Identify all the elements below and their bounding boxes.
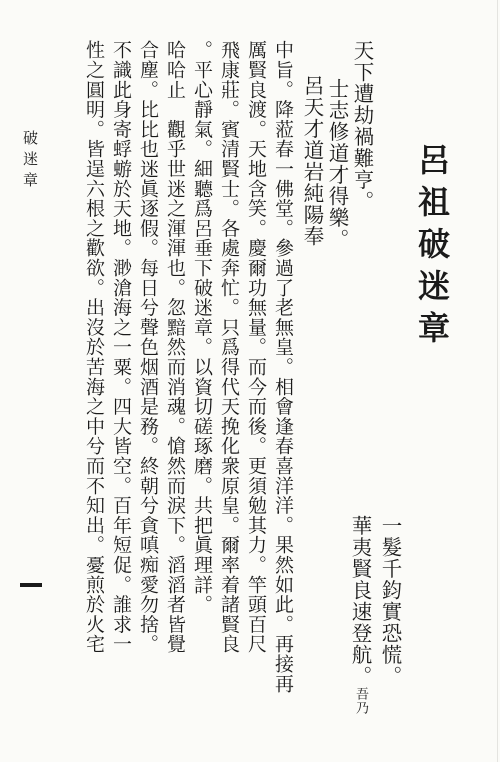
body-column-5: 哈哈止 觀乎世迷之渾渾也。忽黯然而消魂。愴然而淚下。滔滔者皆覺	[164, 40, 186, 654]
verse-line-5-note: 吾乃	[353, 687, 368, 715]
body-column-2: 厲賢良渡。天地含笑。慶爾功無量。而今而後。更須勉其力。竿頭百尺	[245, 40, 267, 654]
body-column-4: 。平心靜氣。細聽爲呂垂下破迷章。以資切磋琢磨。共把眞理詳。	[191, 40, 213, 615]
body-column-6: 合塵。比比也迷眞逐假。每日兮聲色烟酒是務。終朝兮貪嗔痴愛勿捨。	[137, 40, 159, 654]
body-column-3: 飛康莊。賓清賢士。各處奔忙。只爲得代天挽化衆原皇。爾率着諸賢良	[218, 40, 240, 654]
body-column-8: 性之圓明。皆逞六根之歡欲。出沒於苦海之中兮而不知出。憂煎於火宅	[83, 40, 105, 654]
body-column-7: 不識此身寄蜉蝣於天地。渺滄海之一粟。四大皆空。百年短促。誰求一	[110, 40, 132, 654]
verse-line-5-main: 華夷賢良速登航。	[348, 515, 372, 687]
side-chapter-label: 破迷章	[21, 130, 39, 193]
verse-line-1: 天下遭劫禍難亨。	[350, 40, 374, 212]
body-column-1: 中旨。降蒞春一佛堂。參過了老無皇。相會逢春喜洋洋。果然如此。再接再	[272, 40, 294, 694]
page-mark-dash	[20, 583, 42, 587]
verse-line-3: 呂天才道岩純陽奉	[300, 75, 324, 247]
verse-line-5	[350, 515, 371, 715]
page-edge-line	[497, 0, 498, 762]
verse-line-2: 士志修道才得樂。	[325, 78, 349, 250]
verse-line-4: 一髮千鈞實恐慌。	[378, 515, 402, 687]
chapter-title: 呂祖破迷章	[413, 143, 451, 353]
